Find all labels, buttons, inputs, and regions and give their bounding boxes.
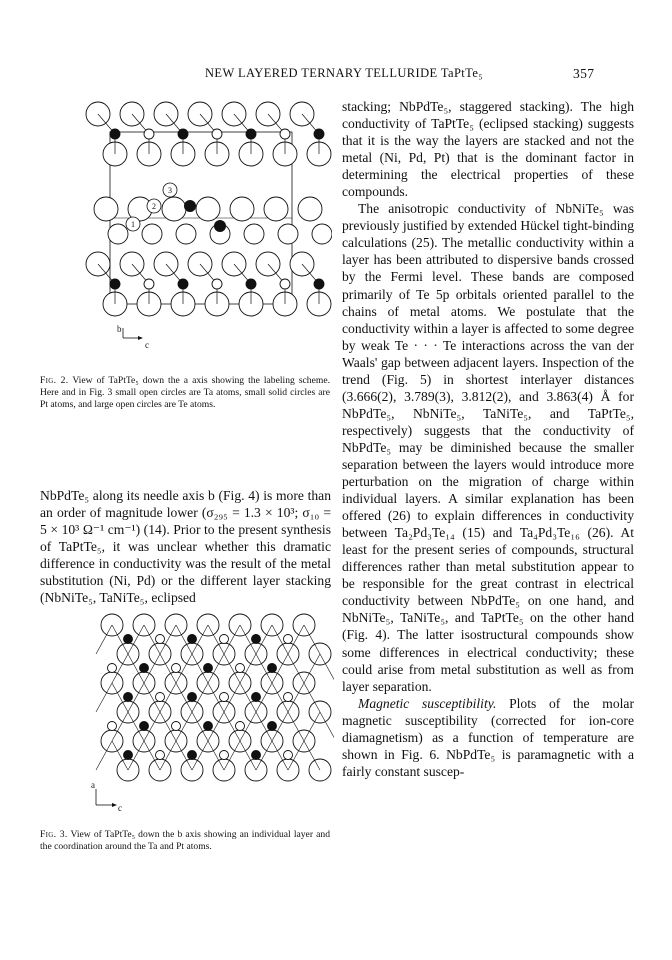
left-column-text xyxy=(40,487,331,606)
magnetic-heading: Magnetic susceptibility. xyxy=(358,695,497,711)
pt-atom xyxy=(178,129,188,139)
pt-atom xyxy=(124,693,133,702)
ta-atom xyxy=(212,279,222,289)
pt-atom xyxy=(178,279,188,289)
axis-c-arrow xyxy=(138,336,143,340)
figure-2-caption-label: Fig. 2. xyxy=(40,375,69,386)
te-atom xyxy=(142,224,162,244)
pt-atom xyxy=(184,200,196,212)
axis-c-arrow xyxy=(112,803,117,807)
te-atom xyxy=(94,197,118,221)
left-paragraph: NbPdTe₅ along its needle axis b (Fig. 4) is more than an order of magnitude lower (σ₂₉₅ = 1.3 × 10³; σ₁₀ = 5 × 10³ Ω⁻¹ cm⁻¹) (14). Prior to the present synthesis of TaPtTe₅, it was unclear whether this dramatic difference in conductivity was the result of the metal substitution (Ni, Pd) or the different layer stacking (NbNiTe₅, TaNiTe₅, eclipsed xyxy=(40,488,331,606)
figure-2-caption-text: View of TaPtTe₅ down the a axis showing the labeling scheme. Here and in Fig. 3 small open circles are Ta atoms, small solid circles are Pt atoms, and large open circles are Te atoms. xyxy=(40,375,330,411)
pt-atom xyxy=(124,635,133,644)
figure-2-atom-label: 2 xyxy=(152,202,156,211)
pt-atom xyxy=(140,722,149,731)
ta-atom xyxy=(236,664,245,673)
ta-atom xyxy=(220,751,229,760)
ta-atom xyxy=(144,129,154,139)
figure-2-axis-b-label: b xyxy=(117,324,122,334)
figure-2-atom-label: 1 xyxy=(131,220,135,229)
figure-2-axis-c-label: c xyxy=(145,340,149,350)
te-atom xyxy=(278,224,298,244)
figure-3-axis-a-label: a xyxy=(91,780,95,790)
pt-atom xyxy=(110,129,120,139)
pt-atom xyxy=(252,751,261,760)
pt-atom xyxy=(246,279,256,289)
figure-2-caption xyxy=(40,375,330,411)
pt-atom xyxy=(252,635,261,644)
ta-atom xyxy=(172,664,181,673)
te-atom xyxy=(312,224,332,244)
ta-atom xyxy=(280,129,290,139)
ta-atom xyxy=(156,751,165,760)
ta-atom xyxy=(284,635,293,644)
ta-atom xyxy=(144,279,154,289)
ta-atom xyxy=(220,635,229,644)
figure-2-structure-drawing xyxy=(70,94,332,364)
running-title: NEW LAYERED TERNARY TELLURIDE TaPtTe₅ xyxy=(205,66,484,80)
ta-atom xyxy=(156,635,165,644)
pt-atom xyxy=(204,664,213,673)
pt-atom xyxy=(140,664,149,673)
figure-2 xyxy=(70,94,332,364)
te-atom xyxy=(196,197,220,221)
te-atom xyxy=(264,197,288,221)
ta-atom xyxy=(172,722,181,731)
pt-atom xyxy=(268,722,277,731)
pt-atom xyxy=(110,279,120,289)
te-atom xyxy=(298,197,322,221)
right-paragraph-2: The anisotropic conductivity of NbNiTe₅ was previously justified by extended Hückel tight-binding calculations (25). The metallic conductivity within a layer has been attributed to dispersive bands crossed by the Fermi level. These bands are composed primarily of Te 5p orbitals oriented parallel to the chains of metal atoms. We postulate that the conductivity within a layer is affected to some degree by weak Te · · · Te interactions across the van der Waals' gap between adjacent layers. Inspection of the trend (Fig. 5) in shortest interlayer distances (3.666(2), 3.789(3), 3.812(2), and 3.863(4) Å for NbPdTe₅, NbNiTe₅, TaNiTe₅, and TaPtTe₅, respectively) suggests that the conductivity of NbPdTe₅ may be diminished because the smaller separation between the layers would introduce more perturbation on the migration of charge within individual layers. A similar explanation has been offered (26) to explain differences in conductivity between Ta₂Pd₃Te₁₄ (15) and Ta₄Pd₃Te₁₆ (26). At least for the present series of compounds, structural differences rather than metal substitution appear to be responsible for the great contrast in electrical conductivity between NbPdTe₅ on one hand, and NbNiTe₅, TaNiTe₅, and TaPtTe₅ on the other hand (Fig. 4). The latter isostructural compounds show some differences in electrical conductivity; these could arise from metal substitution as well as from layer separation. xyxy=(342,201,634,694)
ta-atom xyxy=(156,693,165,702)
running-header xyxy=(0,66,672,86)
figure-3-caption-label: Fig. 3. xyxy=(40,829,68,840)
right-paragraph-1: stacking; NbPdTe₅, staggered stacking). The high conductivity of TaPtTe₅ (eclipsed stacking) suggests that it is the way the layers are stacked and not the metal (Ni, Pd, Pt) that is the dominant factor in determining the electrical properties of these compounds. xyxy=(342,99,634,200)
pt-atom xyxy=(188,693,197,702)
figure-3-caption xyxy=(40,829,330,853)
ta-atom xyxy=(212,129,222,139)
pt-atom xyxy=(124,751,133,760)
te-atom xyxy=(108,224,128,244)
te-atom xyxy=(176,224,196,244)
right-paragraph-3 xyxy=(342,695,634,780)
pt-atom xyxy=(268,664,277,673)
pt-atom xyxy=(214,220,226,232)
te-atom xyxy=(162,197,186,221)
figure-2-atom-label: 3 xyxy=(168,186,172,195)
pt-atom xyxy=(204,722,213,731)
ta-atom xyxy=(108,722,117,731)
pt-atom xyxy=(314,279,324,289)
pt-atom xyxy=(252,693,261,702)
pt-atom xyxy=(246,129,256,139)
magnetic-text: Plots of the molar magnetic susceptibility (corrected for ion-core diamagnetism) as a function of temperature are shown in Fig. 6. NbPdTe₅ is paramagnetic with a fairly constant suscep- xyxy=(342,695,634,779)
ta-atom xyxy=(280,279,290,289)
ta-atom xyxy=(284,693,293,702)
ta-atom xyxy=(284,751,293,760)
pt-atom xyxy=(188,635,197,644)
figure-3-structure-drawing xyxy=(72,605,334,825)
figure-3 xyxy=(72,605,334,825)
right-column-text xyxy=(342,98,634,780)
figure-3-axis-c-label: c xyxy=(118,803,122,813)
ta-atom xyxy=(108,664,117,673)
te-atom xyxy=(244,224,264,244)
figure-3-caption-text: View of TaPtTe₅ down the b axis showing an individual layer and the coordination around the Ta and Pt atoms. xyxy=(40,829,330,853)
pt-atom xyxy=(188,751,197,760)
ta-atom xyxy=(236,722,245,731)
te-atom xyxy=(230,197,254,221)
pt-atom xyxy=(314,129,324,139)
page-number: 357 xyxy=(573,66,595,81)
ta-atom xyxy=(220,693,229,702)
